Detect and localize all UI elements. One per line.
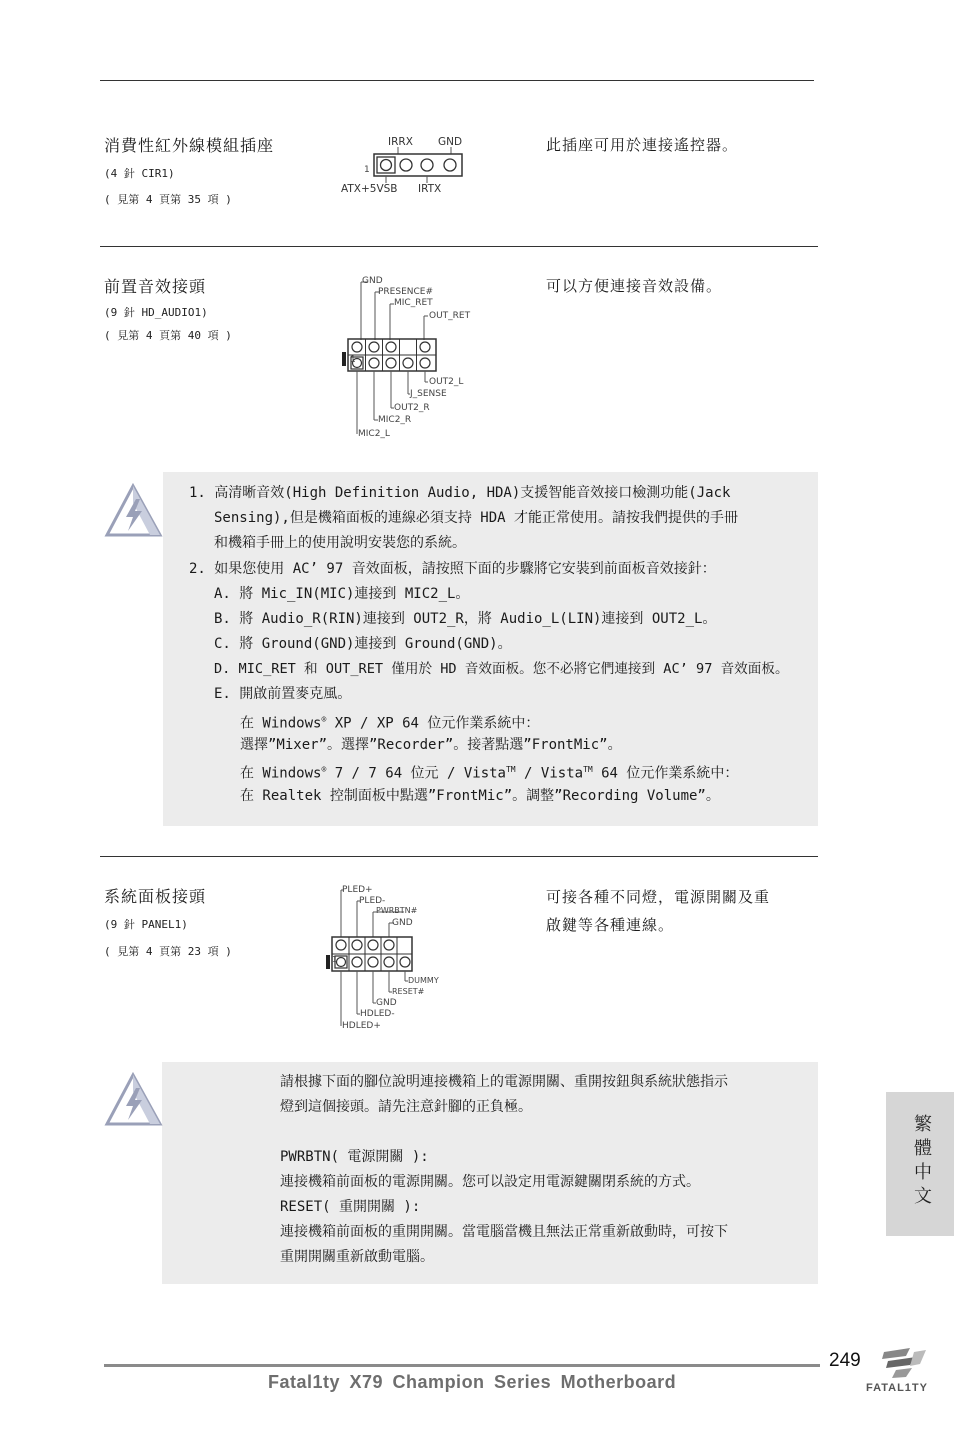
note2-reset-desc: 連接機箱前面板的重開開關。當電腦當機且無法正常重新啟動時，可按下 (280, 1224, 728, 1240)
note1-step-e1 (240, 711, 539, 733)
registered-mark: ® (321, 715, 327, 724)
panel-label-hdled-minus: HDLED- (360, 1009, 395, 1019)
note1-line1: 1. 高清晰音效(High Definition Audio, HDA)支援智能音效接口檢測功能(Jack (189, 485, 731, 501)
note1-step-c: C. 將 Ground(GND)連接到 Ground(GND)。 (214, 636, 512, 652)
note1-step-b: B. 將 Audio_R(RIN)連接到 OUT2_R，將 Audio_L(LIN)連接到 OUT2_L。 (214, 611, 717, 627)
panel-desc-line2: 啟鍵等各種連線。 (546, 916, 675, 934)
audio-desc: 可以方便連接音效設備。 (546, 277, 723, 295)
note1-e1-post: XP / XP 64 位元作業系統中： (326, 715, 540, 732)
panel-label-pled-plus: PLED+ (342, 885, 373, 895)
note2-line1: 請根據下面的腳位說明連接機箱上的電源開關、重開按鈕與系統狀態指示 (280, 1074, 728, 1090)
note1-e3-pre: 在 Windows (240, 765, 322, 782)
panel-title: 系統面板接頭 (104, 887, 207, 906)
audio-label-mic-ret: MIC_RET (394, 298, 433, 308)
trademark-mark: TM (583, 765, 593, 774)
language-tab-label: 繁體中文 (911, 1114, 932, 1210)
audio-label-mic2-r: MIC2_R (378, 415, 412, 425)
footer-rule (104, 1364, 820, 1367)
note1-step-e4: 在 Realtek 控制面板中點選”FrontMic”。調整”Recording Volume”。 (240, 788, 720, 804)
panel-ref: ( 見第 4 頁第 23 項 ) (104, 945, 232, 958)
note1-line2: Sensing),但是機箱面板的連線必須支持 HDA 才能正常使用。請按我們提供的手冊 (214, 510, 739, 526)
panel-label-gnd-bottom: GND (376, 998, 397, 1008)
note2-pwrbtn-heading: PWRBTN( 電源開關 ): (280, 1149, 429, 1165)
panel-desc-line1: 可接各種不同燈，電源開關及重 (546, 888, 771, 906)
cir-label-irrx: IRRX (388, 136, 413, 148)
panel-label-pled-minus: PLED- (359, 896, 386, 906)
cir-label-gnd: GND (438, 136, 463, 148)
fatal1ty-logo-icon (866, 1344, 946, 1384)
note1-line4: 2. 如果您使用 AC’ 97 音效面板，請按照下面的步驟將它安裝到前面板音效接針： (189, 561, 716, 577)
note1-e3-mid1: 7 / 7 64 位元 / Vista (326, 765, 506, 782)
panel-pin1-label: 1 (332, 955, 338, 964)
language-tab (886, 1092, 954, 1236)
panel-pins: (9 針 PANEL1) (104, 918, 188, 931)
audio-ref: ( 見第 4 頁第 40 項 ) (104, 329, 232, 342)
note1-step-e3 (240, 761, 738, 783)
note1-step-d: D. MIC_RET 和 OUT_RET 僅用於 HD 音效面板。您不必將它們連接到 AC’ 97 音效面板。 (214, 661, 789, 677)
note1-e3-mid2: / Vista (515, 765, 584, 782)
panel-label-dummy: DUMMY (408, 976, 439, 985)
footer-title: Fatal1ty X79 Champion Series Motherboard (268, 1372, 677, 1392)
note1-step-e2: 選擇”Mixer”。選擇”Recorder”。接著點選”FrontMic”。 (240, 737, 622, 753)
note1-step-a: A. 將 Mic_IN(MIC)連接到 MIC2_L。 (214, 586, 470, 602)
audio-title: 前置音效接頭 (104, 277, 207, 296)
registered-mark: ® (321, 765, 327, 774)
note2-line2: 燈到這個接頭。請先注意針腳的正負極。 (280, 1099, 532, 1115)
audio-pin1-label: 1 (350, 355, 356, 365)
cir-label-irtx: IRTX (418, 183, 442, 195)
note2-reset-heading: RESET( 重開開關 ): (280, 1199, 421, 1215)
top-rule (100, 80, 814, 81)
note1-e1-pre: 在 Windows (240, 715, 322, 732)
audio-label-out2-l: OUT2_L (429, 377, 464, 387)
audio-label-gnd: GND (362, 276, 383, 286)
warning-icon (104, 483, 164, 539)
warning-icon (104, 1072, 164, 1128)
cir-diagram (338, 134, 478, 198)
audio-label-out-ret: OUT_RET (429, 311, 471, 321)
panel-label-reset: RESET# (392, 987, 425, 996)
note2-reset-desc-cont: 重開開關重新啟動電腦。 (280, 1249, 434, 1265)
cir-desc: 此插座可用於連接遙控器。 (546, 136, 739, 154)
audio-label-presence: PRESENCE# (378, 287, 434, 297)
note2-pwrbtn-desc: 連接機箱前面板的電源開關。您可以設定用電源鍵關閉系統的方式。 (280, 1174, 700, 1190)
rule-after-cir (100, 246, 818, 247)
audio-label-mic2-l: MIC2_L (358, 429, 390, 439)
panel-label-pwrbtn: PWRBTN# (376, 906, 418, 915)
cir-label-atx5vsb: ATX+5VSB (341, 183, 398, 195)
cir-title: 消費性紅外線模組插座 (104, 136, 275, 155)
panel-diagram (326, 883, 456, 1033)
audio-label-out2-r: OUT2_R (394, 403, 430, 413)
trademark-mark: TM (505, 765, 516, 774)
cir-pins: (4 針 CIR1) (104, 167, 175, 180)
audio-pins: (9 針 HD_AUDIO1) (104, 306, 208, 319)
panel-label-gnd-top: GND (392, 918, 413, 928)
note1-e3-post: 64 位元作業系統中： (592, 765, 739, 782)
fatal1ty-logo-text: FATAL1TY (866, 1382, 928, 1394)
audio-diagram (340, 274, 490, 444)
page-number: 249 (829, 1350, 861, 1371)
rule-after-audio (100, 856, 818, 857)
panel-label-hdled-plus: HDLED+ (342, 1021, 381, 1031)
cir-pin1-label: 1 (364, 165, 370, 175)
cir-ref: ( 見第 4 頁第 35 項 ) (104, 193, 232, 206)
note1-step-e: E. 開啟前置麥克風。 (214, 686, 352, 702)
note1-line3: 和機箱手冊上的使用說明安裝您的系統。 (214, 535, 466, 551)
audio-label-j-sense: J_SENSE (410, 389, 447, 399)
fatal1ty-logo (866, 1344, 946, 1400)
